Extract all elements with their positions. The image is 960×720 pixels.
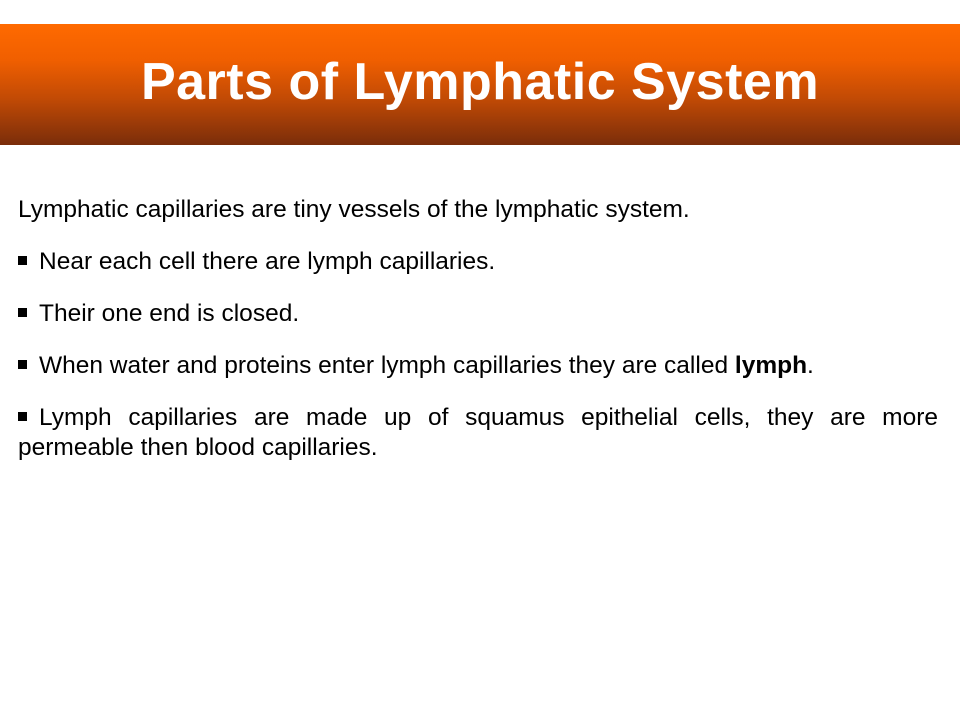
bullet-bold-term: lymph [734,352,808,379]
intro-paragraph: Lymphatic capillaries are tiny vessels of the lymphatic system. [18,196,690,223]
bullet-text: Lymph capillaries are made up of squamus epithelial cells, they are more permeable then blood capillaries. [18,404,938,461]
square-bullet-icon [18,412,27,421]
bullet-text: Near each cell there are lymph capillaries. [39,248,496,275]
bullet-item [18,299,938,329]
bullet-text: When water and proteins enter lymph capillaries they are called [39,352,735,379]
slide-body [18,195,938,485]
bullet-text: Their one end is closed. [39,300,300,327]
square-bullet-icon [18,308,27,317]
title-bar [0,24,960,145]
square-bullet-icon [18,360,27,369]
slide-title: Parts of Lymphatic System [140,52,820,111]
bullet-item [18,403,938,463]
bullet-item [18,247,938,277]
bullet-text-end: . [807,352,814,379]
square-bullet-icon [18,256,27,265]
bullet-item [18,351,938,381]
